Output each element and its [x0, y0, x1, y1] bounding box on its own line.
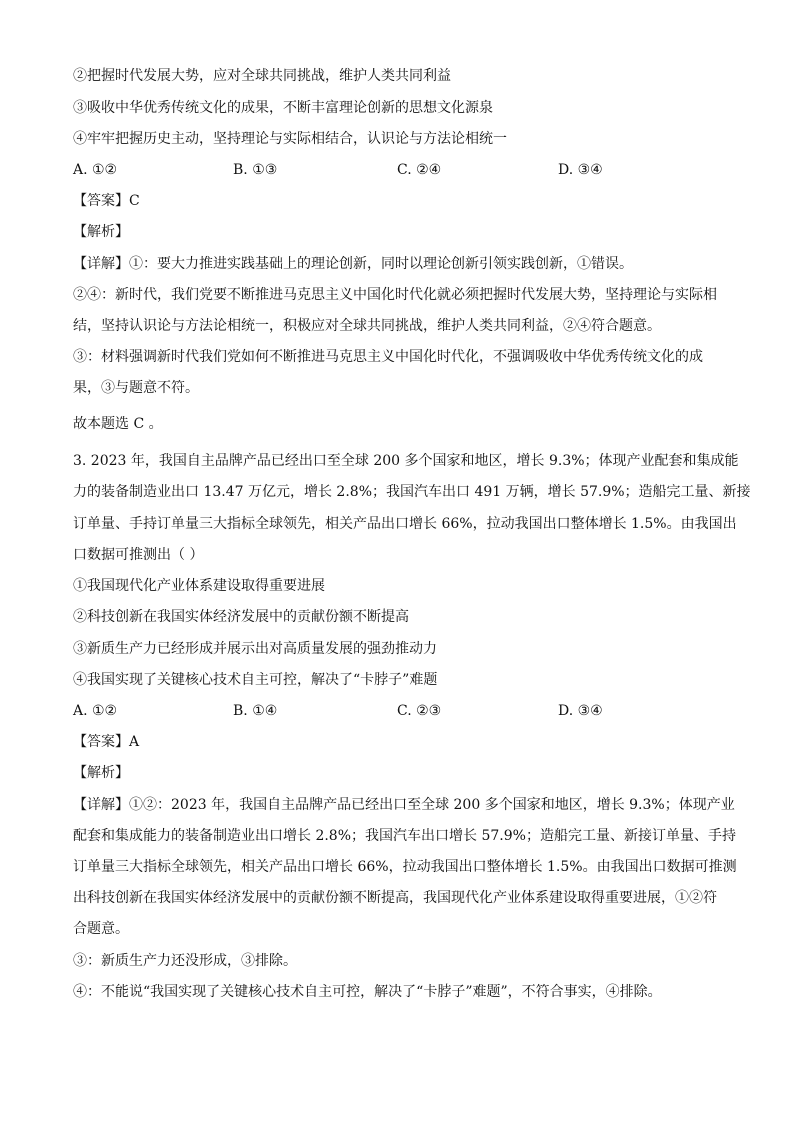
q3-stem-line: 3. 2023 年，我国自主品牌产品已经出口至全球 200 多个国家和地区，增长 9.3%；体现产业配套和集成能 — [73, 453, 739, 469]
q3-detail-line: ③：新质生产力还没形成，③排除。 — [73, 953, 297, 969]
q3-stem-line: 口数据可推测出（ ） — [73, 547, 204, 563]
q2-answer: 【答案】C — [73, 193, 140, 209]
q2-statement-2: ②把握时代发展大势，应对全球共同挑战，维护人类共同利益 — [73, 68, 451, 84]
q3-option-a: A. ①② — [73, 703, 118, 719]
q2-option-a: A. ①② — [73, 162, 118, 178]
q3-statement-4: ④我国实现了关键核心技术自主可控，解决了“卡脖子”难题 — [73, 672, 438, 688]
q3-answer: 【答案】A — [73, 734, 140, 750]
q3-statement-3: ③新质生产力已经形成并展示出对高质量发展的强劲推动力 — [73, 641, 437, 657]
q3-detail-line: 【详解】①②：2023 年，我国自主品牌产品已经出口至全球 200 多个国家和地区，增长 9.3%；体现产业 — [73, 797, 735, 813]
q2-statement-3: ③吸收中华优秀传统文化的成果，不断丰富理论创新的思想文化源泉 — [73, 100, 493, 116]
q2-options — [73, 160, 723, 180]
q3-option-d: D. ③④ — [558, 703, 603, 719]
q3-stem-line: 订单量、手持订单量三大指标全球领先，相关产品出口增长 66%，拉动我国出口整体增长 1.5%。由我国出 — [73, 516, 737, 532]
q3-analysis-label: 【解析】 — [73, 765, 129, 781]
q3-option-c: C. ②③ — [397, 703, 442, 719]
q3-statement-1: ①我国现代化产业体系建设取得重要进展 — [73, 578, 325, 594]
q3-statement-2: ②科技创新在我国实体经济发展中的贡献份额不断提高 — [73, 609, 409, 625]
q3-stem-line: 力的装备制造业出口 13.47 万亿元，增长 2.8%；我国汽车出口 491 万辆，增长 57.9%；造船完工量、新接 — [73, 484, 751, 500]
q3-detail-line: ④：不能说“我国实现了关键核心技术自主可控，解决了“卡脖子”难题”，不符合事实，④排除。 — [73, 984, 662, 1000]
q3-option-b: B. ①④ — [233, 703, 278, 719]
q2-analysis-label: 【解析】 — [73, 224, 129, 240]
q3-detail-line: 出科技创新在我国实体经济发展中的贡献份额不断提高，我国现代化产业体系建设取得重要进展，①②符 — [73, 890, 717, 906]
q3-detail-line: 合题意。 — [73, 921, 129, 937]
q2-detail-line: 结，坚持认识论与方法论相统一，积极应对全球共同挑战，维护人类共同利益，②④符合题意。 — [73, 318, 661, 334]
q2-conclusion: 故本题选 C 。 — [73, 416, 163, 432]
q2-detail-line: 【详解】①：要大力推进实践基础上的理论创新，同时以理论创新引领实践创新，①错误。 — [73, 256, 633, 272]
q3-detail-line: 配套和集成能力的装备制造业出口增长 2.8%；我国汽车出口增长 57.9%；造船完工量、新接订单量、手持 — [73, 828, 736, 844]
q2-detail-line: ③：材料强调新时代我们党如何不断推进马克思主义中国化时代化，不强调吸收中华优秀传统文化的成 — [73, 349, 703, 365]
q2-option-b: B. ①③ — [233, 162, 278, 178]
q2-detail-line: 果，③与题意不符。 — [73, 380, 199, 396]
q3-options — [73, 701, 723, 721]
q2-option-c: C. ②④ — [397, 162, 442, 178]
q2-option-d: D. ③④ — [558, 162, 603, 178]
q2-detail-line: ②④：新时代，我们党要不断推进马克思主义中国化时代化就必须把握时代发展大势，坚持理论与实际相 — [73, 287, 717, 303]
q3-detail-line: 订单量三大指标全球领先，相关产品出口增长 66%，拉动我国出口整体增长 1.5%。由我国出口数据可推测 — [73, 859, 737, 875]
q2-statement-4: ④牢牢把握历史主动，坚持理论与实际相结合，认识论与方法论相统一 — [73, 131, 507, 147]
